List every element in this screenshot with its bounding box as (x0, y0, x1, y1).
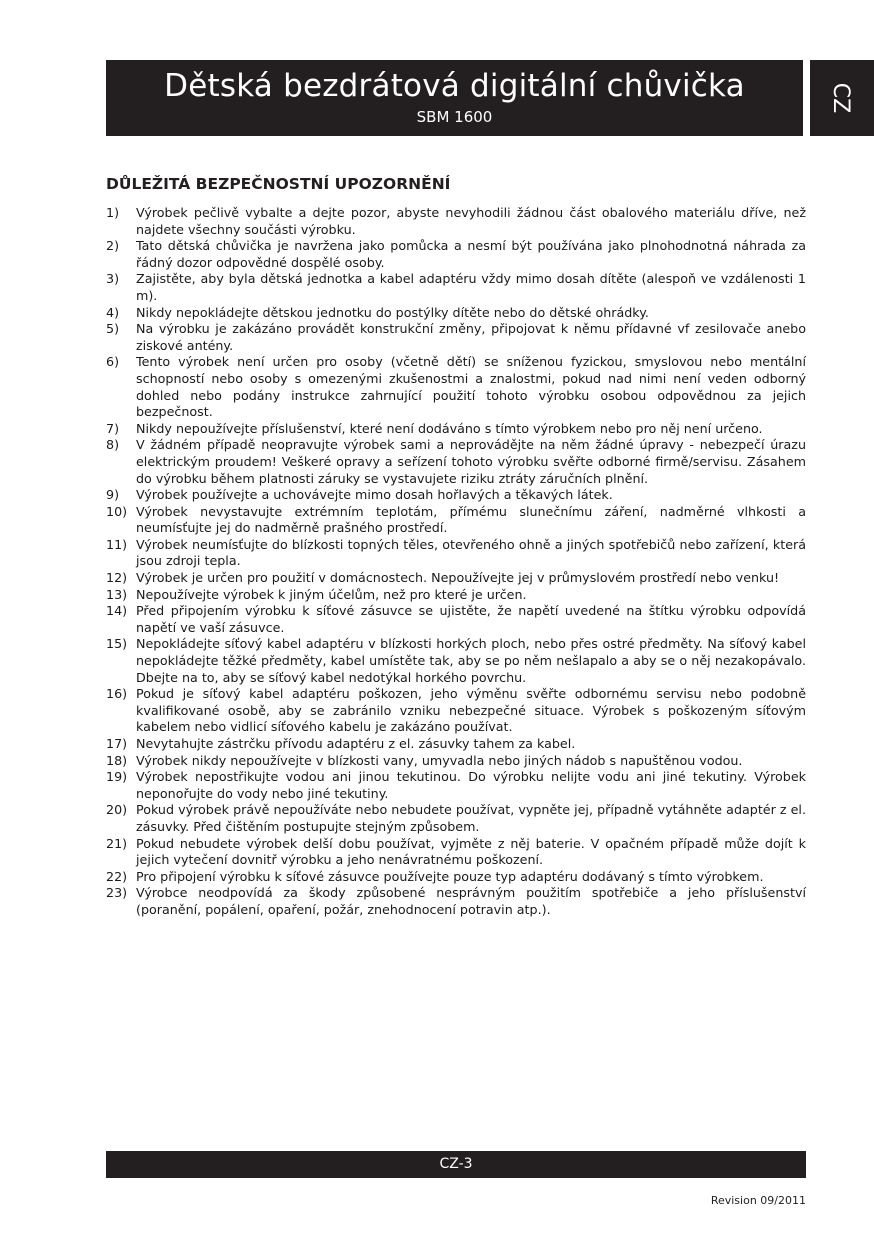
warning-text: Nepoužívejte výrobek k jiným účelům, než pro které je určen. (136, 586, 527, 602)
language-tab (810, 60, 874, 136)
warning-text: Tato dětská chůvička je navržena jako pomůcka a nesmí být používána jako plnohodnotná náhrada za řádný dozor odpovědné dospělé osoby. (136, 238, 806, 270)
warning-number: 10) (106, 503, 128, 519)
warning-number: 22) (106, 868, 128, 884)
warning-text: Nepokládejte síťový kabel adaptéru v blízkosti horkých ploch, nebo přes ostré předměty. Na síťový kabel nepokládejte těžké předměty, kabel umístěte tak, aby se po něm nešlapalo a aby se o něj nezakopávalo. Dbejte na to, aby se síťový kabel nedotýkal horkého povrchu. (136, 636, 806, 685)
warning-number: 8) (106, 437, 120, 453)
warning-text: Nikdy nepokládejte dětskou jednotku do postýlky dítěte nebo do dětské ohrádky. (136, 304, 649, 320)
warning-item (106, 504, 806, 537)
warning-item (106, 238, 806, 271)
warning-text: Před připojením výrobku k síťové zásuvce se ujistěte, že napětí uvedené na štítku výrobku odpovídá napětí ve vaší zásuvce. (136, 603, 806, 635)
warning-item (106, 205, 806, 238)
warning-text: Výrobek je určen pro použití v domácnostech. Nepoužívejte jej v průmyslovém prostředí nebo venku! (136, 570, 780, 586)
warning-item (106, 421, 806, 438)
model-number: SBM 1600 (416, 108, 493, 126)
warning-text: Zajistěte, aby byla dětská jednotka a kabel adaptéru vždy mimo dosah dítěte (alespoň ve vzdálenosti 1 m). (136, 271, 806, 303)
warning-number: 14) (106, 603, 128, 619)
warning-item (106, 271, 806, 304)
header-bar (106, 60, 806, 136)
warning-item (106, 570, 806, 587)
warning-number: 23) (106, 885, 128, 901)
warning-item (106, 885, 806, 918)
safety-warnings-section (106, 173, 806, 919)
warning-item (106, 321, 806, 354)
warning-number: 9) (106, 487, 120, 503)
warning-number: 13) (106, 586, 128, 602)
warning-item (106, 686, 806, 736)
warning-item (106, 537, 806, 570)
warning-text: Výrobek používejte a uchovávejte mimo dosah hořlavých a těkavých látek. (136, 487, 613, 503)
warning-number: 4) (106, 304, 120, 320)
warning-text: Pokud výrobek právě nepoužíváte nebo nebudete používat, vypněte jej, případně vytáhněte adaptér z el. zásuvky. Před čištěním postupujte stejným způsobem. (136, 802, 806, 834)
warning-item (106, 802, 806, 835)
warning-text: Výrobek nepostřikujte vodou ani jinou tekutinou. Do výrobku nelijte vodu ani jiné tekutiny. Výrobek neponořujte do vody nebo jiné tekutiny. (136, 769, 806, 801)
warning-text: Výrobek nikdy nepoužívejte v blízkosti vany, umyvadla nebo jiných nádob s napuštěnou vodou. (136, 752, 743, 768)
warning-number: 19) (106, 769, 128, 785)
warning-item (106, 487, 806, 504)
warning-number: 16) (106, 686, 128, 702)
warnings-list (106, 205, 806, 919)
footer-bar (106, 1151, 806, 1178)
warning-item (106, 869, 806, 886)
warning-number: 3) (106, 271, 120, 287)
warning-item (106, 603, 806, 636)
warning-item (106, 587, 806, 604)
warning-item (106, 753, 806, 770)
warning-number: 15) (106, 636, 128, 652)
warning-text: Výrobek neumísťujte do blízkosti topných těles, otevřeného ohně a jiných spotřebičů nebo zařízení, která jsou zdroji tepla. (136, 536, 806, 569)
warning-number: 2) (106, 238, 120, 254)
warning-text: Na výrobku je zakázáno provádět konstrukční změny, připojovat k němu přídavné vf zesilovače anebo ziskové antény. (136, 321, 806, 353)
warning-number: 17) (106, 736, 128, 751)
warning-number: 1) (106, 205, 120, 220)
warning-item (106, 305, 806, 322)
warning-text: Nikdy nepoužívejte příslušenství, které není dodáváno s tímto výrobkem nebo pro něj není určeno. (136, 420, 763, 436)
warning-item (106, 354, 806, 420)
warning-number: 18) (106, 752, 128, 768)
warning-text: Pokud nebudete výrobek delší dobu používat, vyjměte z něj baterie. V opačném případě může dojít k jejich vytečení dovnitř výrobku a jeho nenávratnému poškození. (136, 835, 806, 868)
warning-number: 21) (106, 835, 128, 851)
warning-item (106, 836, 806, 869)
warning-item (106, 736, 806, 753)
warning-item (106, 769, 806, 802)
warning-text: Nevytahujte zástrčku přívodu adaptéru z el. zásuvky tahem za kabel. (136, 736, 576, 751)
warning-number: 6) (106, 354, 120, 370)
section-title: DŮLEŽITÁ BEZPEČNOSTNÍ UPOZORNĚNÍ (106, 175, 451, 193)
warning-item (106, 437, 806, 487)
warning-text: Pokud je síťový kabel adaptéru poškozen, jeho výměnu svěřte odbornému servisu nebo podobně kvalifikované osobě, aby se zabránilo vzniku nebezpečné situace. Výrobek s poškozeným síťovým kabelem nebo vidlicí síťového kabelu je zakázáno používat. (136, 686, 806, 735)
language-tab-label: CZ (828, 82, 853, 114)
warning-number: 7) (106, 420, 120, 436)
page-number: CZ-3 (439, 1156, 473, 1172)
warning-number: 12) (106, 570, 128, 586)
warning-item (106, 636, 806, 686)
warning-number: 5) (106, 321, 120, 337)
document-title: Dětská bezdrátová digitální chůvička (164, 68, 745, 104)
warning-text: Výrobce neodpovídá za škody způsobené nesprávným použitím spotřebiče a jeho příslušenství (poranění, popálení, opaření, požár, znehodnocení potravin atp.). (136, 885, 806, 917)
warning-text: V žádném případě neopravujte výrobek sami a neprovádějte na něm žádné úpravy - nebezpečí úrazu elektrickým proudem! Veškeré opravy a seřízení tohoto výrobku svěřte odborné firmě/servisu. Zásahem do výrobku během platnosti záruky se vystavujete riziku ztráty záručních plnění. (136, 437, 806, 486)
warning-text: Tento výrobek není určen pro osoby (včetně dětí) se sníženou fyzickou, smyslovou nebo mentální schopností nebo osoby s omezenými zkušenostmi a znalostmi, pokud nad nimi není veden odborný dohled nebo podány instrukce zahrnující použití tohoto výrobku osobou odpovědnou za jejich bezpečnost. (136, 354, 806, 420)
warning-text: Výrobek pečlivě vybalte a dejte pozor, abyste nevyhodili žádnou část obalového materiálu dříve, než najdete všechny součásti výrobku. (136, 205, 806, 237)
revision-note: Revision 09/2011 (710, 1194, 806, 1207)
warning-text: Pro připojení výrobku k síťové zásuvce používejte pouze typ adaptéru dodávaný s tímto výrobkem. (136, 868, 764, 884)
warning-number: 11) (106, 536, 128, 552)
warning-text: Výrobek nevystavujte extrémním teplotám, přímému slunečnímu záření, nadměrné vlhkosti a neumísťujte jej do nadměrně prašného prostředí. (136, 503, 806, 536)
warning-number: 20) (106, 802, 128, 818)
